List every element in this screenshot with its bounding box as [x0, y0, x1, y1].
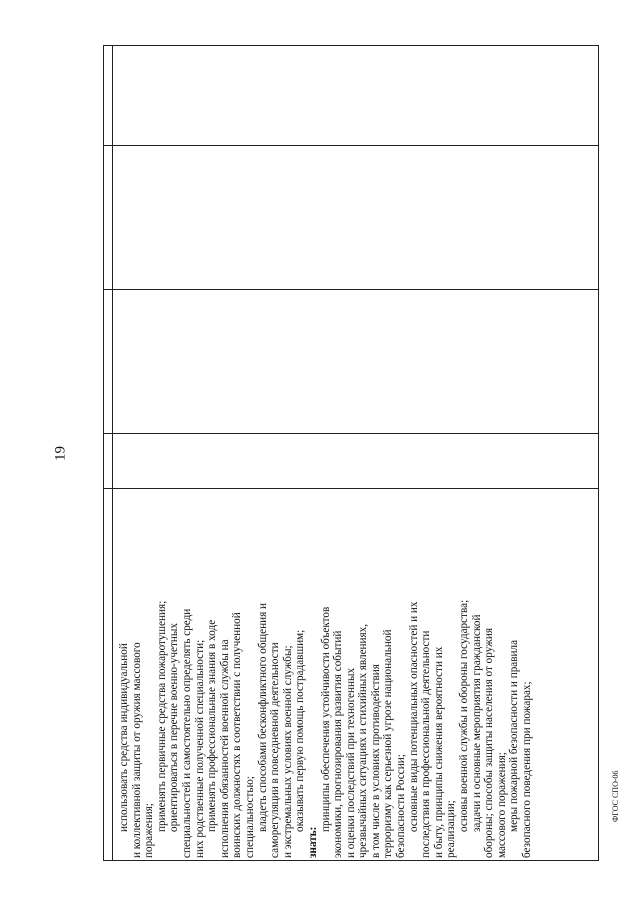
- content-line: задачи и основные мероприятия гражданской: [470, 614, 483, 832]
- document-code: ФГОС СПО-06: [611, 770, 620, 822]
- content-line: чрезвычайных ситуациях и стихийных явлениях,: [357, 623, 370, 858]
- table-column-divider: [112, 46, 113, 860]
- table-row-divider: [104, 433, 598, 434]
- content-line: ориентироваться в перечне военно-учетных: [168, 623, 181, 832]
- content-line: экономики, прогнозирования развития событий: [332, 630, 345, 858]
- content-line: и быту, принципы снижения вероятности их: [432, 646, 445, 858]
- content-line: них родственные полученной специальности;: [193, 639, 206, 858]
- content-line: безопасного поведения при пожарах;: [521, 681, 533, 858]
- content-line: основы военной службы и обороны государства;: [458, 599, 471, 832]
- content-line: и коллективной защиты от оружия массового: [130, 642, 143, 858]
- content-line: оказывать первую помощь пострадавшим;: [294, 629, 307, 832]
- competency-cell-text: [118, 488, 596, 858]
- content-line: саморегуляции в повседневной деятельности: [269, 642, 282, 858]
- content-line: в том числе в условиях противодействия: [369, 664, 382, 858]
- content-line: принципы обеспечения устойчивости объектов: [319, 606, 332, 832]
- content-line: последствия в профессиональной деятельности: [420, 630, 433, 858]
- content-line: обороны; способы защиты населения от оружия: [483, 627, 496, 858]
- content-line: массового поражения;: [495, 752, 508, 858]
- content-line: воинских должностях в соответствии с полученной: [231, 612, 244, 858]
- content-line: и экстремальных условиях военной службы;: [281, 645, 294, 858]
- content-line: использовать средства индивидуальной: [118, 643, 130, 832]
- table-row-divider: [104, 289, 598, 290]
- content-line: применять первичные средства пожаротушения;: [155, 600, 168, 832]
- content-line: поражения;: [143, 803, 156, 858]
- content-line: применять профессиональные знания в ходе: [206, 619, 219, 832]
- content-line: терроризму как серьезной угрозе национальной: [382, 629, 395, 858]
- content-line: знать:: [306, 826, 319, 858]
- content-line: и оценки последствий при техногенных: [344, 667, 357, 858]
- content-line: безопасности России;: [395, 754, 408, 858]
- content-line: реализации;: [445, 800, 458, 858]
- content-line: специальностей и самостоятельно определять среди: [180, 608, 193, 858]
- page-number: 19: [52, 446, 69, 461]
- content-line: владеть способами бесконфликтного общения и: [256, 602, 269, 832]
- content-line: исполнения обязанностей военной службы на: [218, 639, 231, 858]
- content-line: меры пожарной безопасности и правила: [508, 639, 521, 832]
- content-line: основные виды потенциальных опасностей и их: [407, 601, 420, 832]
- table-row-divider: [104, 145, 598, 146]
- content-line: специальностью;: [243, 776, 256, 858]
